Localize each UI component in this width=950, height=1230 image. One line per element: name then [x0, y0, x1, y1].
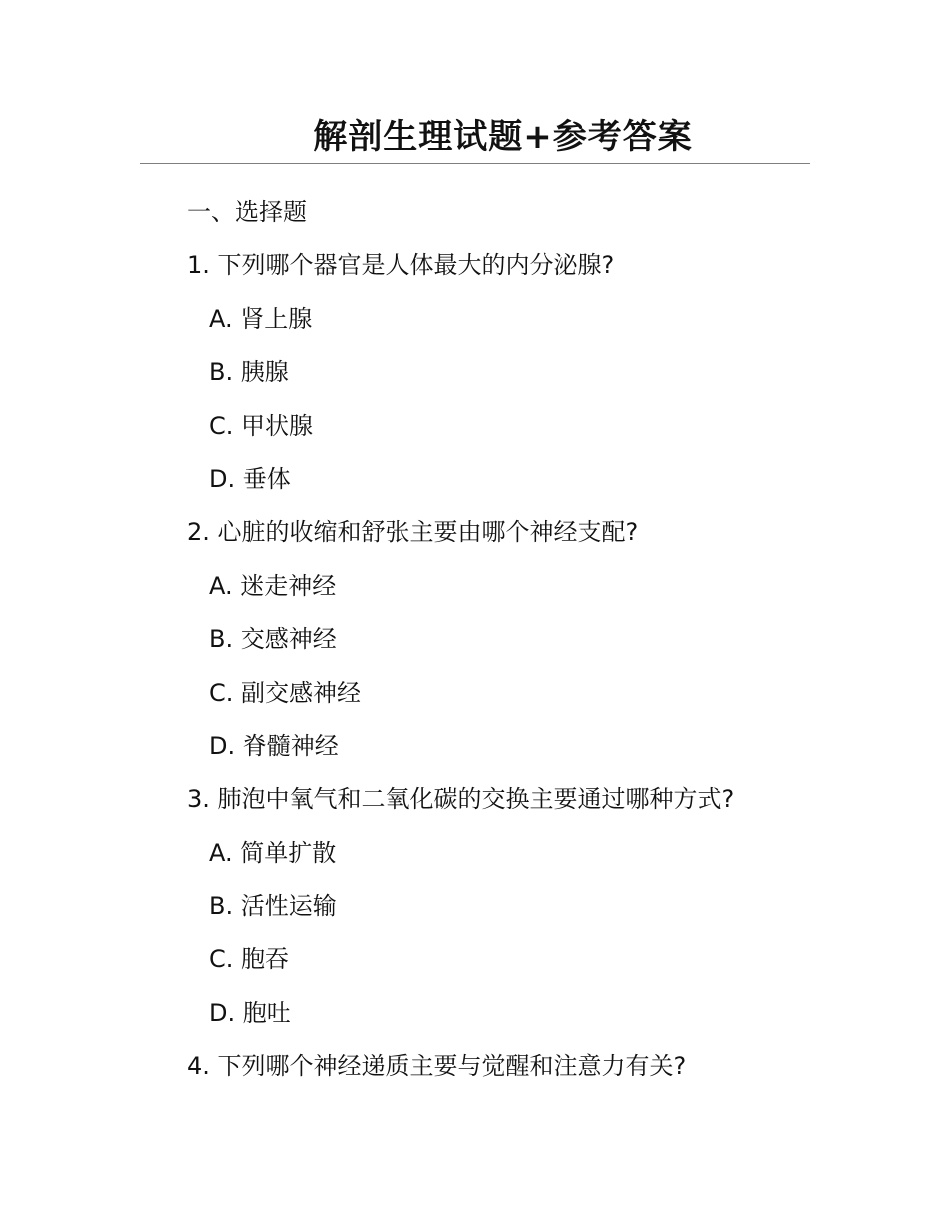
question-3 — [187, 773, 807, 1040]
answer-option: A. 肾上腺 — [209, 304, 313, 333]
title-underline — [140, 163, 810, 164]
question-1 — [187, 239, 807, 506]
answer-option: A. 简单扩散 — [209, 838, 337, 867]
question-stem: 3. 肺泡中氧气和二氧化碳的交换主要通过哪种方式? — [187, 785, 735, 814]
answer-option: C. 甲状腺 — [209, 411, 314, 440]
question-stem: 1. 下列哪个器官是人体最大的内分泌腺? — [187, 251, 615, 280]
question-stem: 2. 心脏的收缩和舒张主要由哪个神经支配? — [187, 518, 639, 547]
answer-option: B. 交感神经 — [209, 625, 337, 654]
answer-option: B. 胰腺 — [209, 358, 289, 387]
question-stem: 4. 下列哪个神经递质主要与觉醒和注意力有关? — [187, 1052, 687, 1081]
answer-option: D. 胞吐 — [209, 998, 291, 1027]
section-heading: 一、选择题 — [187, 198, 307, 226]
answer-option: B. 活性运输 — [209, 892, 337, 921]
answer-option: A. 迷走神经 — [209, 571, 337, 600]
answer-option: C. 胞吞 — [209, 945, 290, 974]
answer-option: D. 垂体 — [209, 464, 291, 493]
question-2 — [187, 506, 807, 773]
question-4 — [187, 1040, 807, 1093]
document-body — [187, 186, 807, 1094]
answer-option: D. 脊髓神经 — [209, 731, 339, 760]
answer-option: C. 副交感神经 — [209, 678, 362, 707]
document-title: 解剖生理试题+参考答案 — [313, 117, 693, 157]
